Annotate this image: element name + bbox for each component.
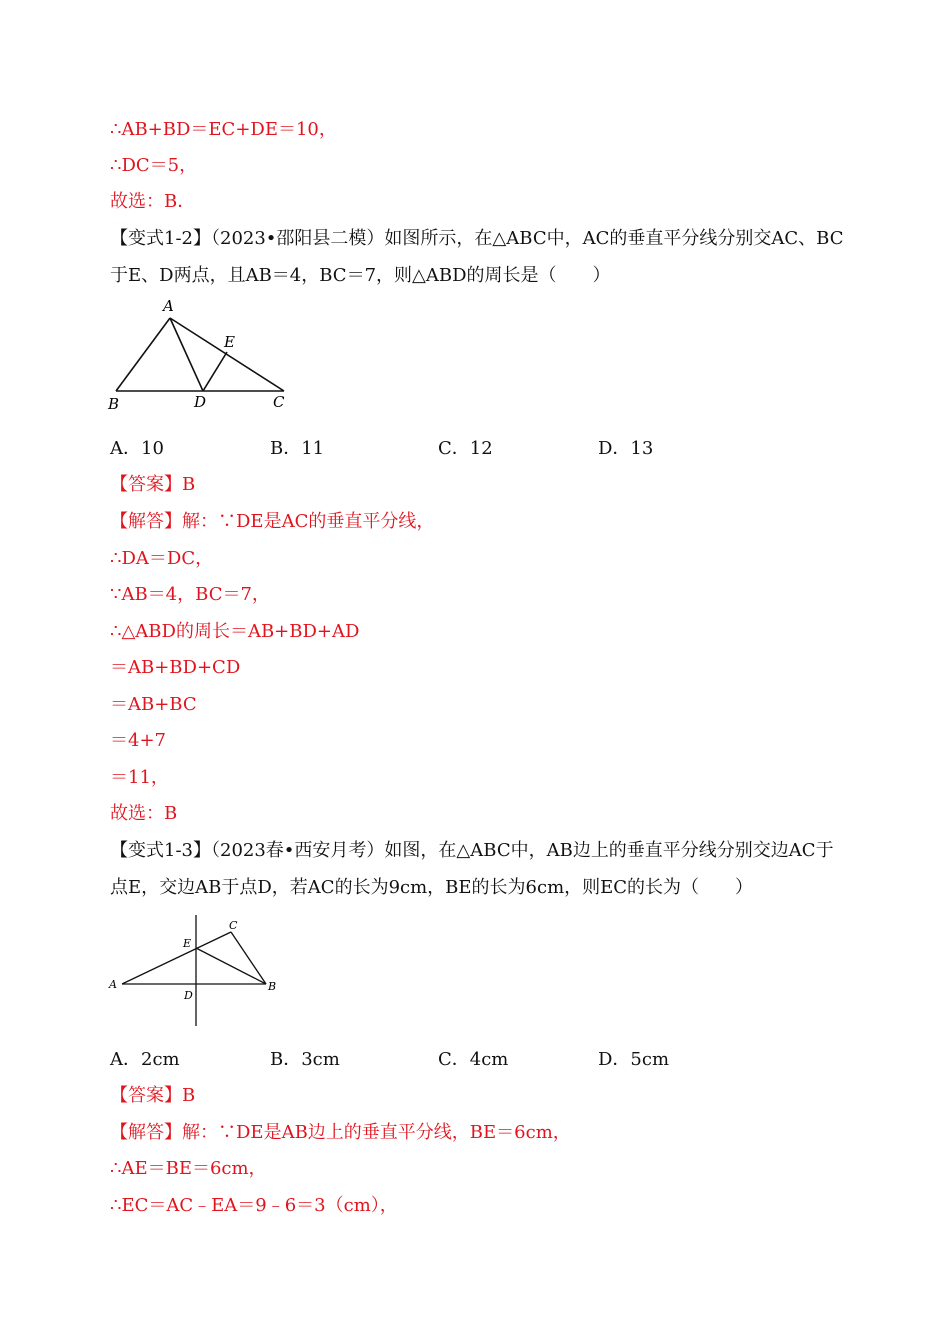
option-a: A．10 [110,438,164,459]
question-1-2-line2: 于E、D两点，且AB＝4，BC＝7，则△ABD的周长是（ ） [110,265,611,286]
question-1-2-line1: 【变式1-2】（2023•邵阳县二模）如图所示，在△ABC中，AC的垂直平分线分别交AC、BC [110,228,844,249]
answer-label: 【答案】B [110,1085,196,1106]
option-d: D．5cm [598,1049,670,1070]
vertex-label-c: C [229,919,238,932]
triangle-figure-1 [100,294,300,416]
vertex-label-e: E [183,937,192,950]
vertex-label-c: C [273,393,285,411]
solution-line: ＝11， [110,767,169,788]
solution-line: ∴DC＝5， [110,155,198,176]
vertex-label-a: A [163,297,174,315]
option-a: A．2cm [110,1049,180,1070]
answer-label: 【答案】B [110,474,196,495]
solution-line: 【解答】解：∵DE是AC的垂直平分线， [110,511,435,532]
solution-line: ∴EC＝AC﹣EA＝9﹣6＝3（cm）， [110,1195,398,1216]
vertex-label-d: D [194,393,207,411]
option-c: C．12 [438,438,493,459]
solution-line: ∵AB＝4，BC＝7， [110,584,270,605]
vertex-label-a: A [109,978,117,991]
vertex-label-e: E [224,333,235,351]
option-d: D．13 [598,438,654,459]
solution-line: ∴AB+BD＝EC+DE＝10， [110,119,337,140]
option-c: C．4cm [438,1049,509,1070]
solution-line: ＝AB+BC [110,694,197,715]
vertex-label-b: B [108,395,120,413]
solution-line: 【解答】解：∵DE是AB边上的垂直平分线，BE＝6cm， [110,1122,571,1143]
triangle-figure-2 [100,912,290,1032]
question-1-3-line2: 点E，交边AB于点D，若AC的长为9cm，BE的长为6cm，则EC的长为（ ） [110,877,754,898]
solution-line: ＝AB+BD+CD [110,657,241,678]
solution-line: ∴DA＝DC， [110,548,214,569]
option-b: B．3cm [270,1049,340,1070]
solution-line: 故选：B． [110,191,196,212]
vertex-label-d: D [184,989,193,1002]
option-b: B．11 [270,438,325,459]
question-1-3-line1: 【变式1-3】（2023春•西安月考）如图，在△ABC中，AB边上的垂直平分线分别交边AC于 [110,840,834,861]
vertex-label-b: B [268,980,277,993]
solution-line: ＝4+7 [110,730,166,751]
solution-line: ∴△ABD的周长＝AB+BD+AD [110,621,360,642]
solution-line: 故选：B [110,803,178,824]
solution-line: ∴AE＝BE＝6cm， [110,1158,267,1179]
